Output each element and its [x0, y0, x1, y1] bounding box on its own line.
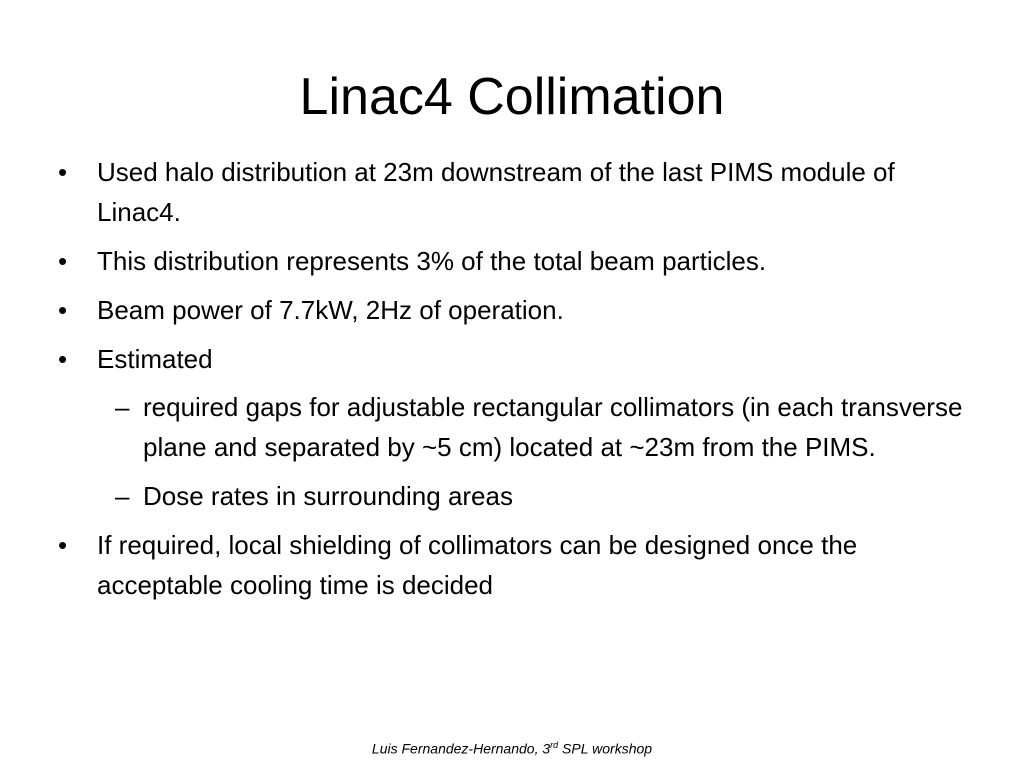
- bullet-icon: •: [58, 344, 68, 374]
- bullet-icon: •: [58, 295, 68, 325]
- sub-bullet-text: required gaps for adjustable rectangular collimators (in each transverse plane and separated by ~5 cm) located at ~23m from the PIMS.: [143, 392, 963, 462]
- slide-title: Linac4 Collimation: [299, 68, 725, 126]
- bullet-icon: •: [58, 157, 68, 187]
- sub-bullet-list: [97, 387, 976, 516]
- dash-icon: –: [115, 481, 130, 511]
- sub-bullet-text: Dose rates in surrounding areas: [143, 481, 513, 511]
- bullet-item: [56, 152, 976, 232]
- bullet-text: If required, local shielding of collimators can be designed once the acceptable cooling time is decided: [97, 530, 858, 600]
- bullet-icon: •: [58, 530, 68, 560]
- footer-author: Luis Fernandez-Hernando, 3: [371, 740, 551, 757]
- dash-icon: –: [115, 392, 130, 422]
- bullet-text: Estimated: [97, 344, 213, 374]
- bullet-item: [56, 241, 976, 281]
- bullet-item: [56, 525, 976, 605]
- bullet-icon: •: [58, 246, 68, 276]
- footer-event: SPL workshop: [558, 740, 653, 757]
- bullet-list: [56, 152, 976, 614]
- bullet-text: Used halo distribution at 23m downstream of the last PIMS module of Linac4.: [97, 157, 895, 227]
- footer-superscript: rd: [550, 740, 559, 750]
- bullet-text: Beam power of 7.7kW, 2Hz of operation.: [97, 295, 564, 325]
- bullet-text: This distribution represents 3% of the total beam particles.: [97, 246, 767, 276]
- slide-footer: [0, 740, 1024, 757]
- sub-bullet-item: [97, 387, 976, 467]
- bullet-item: [56, 290, 976, 330]
- sub-bullet-item: [97, 476, 976, 516]
- bullet-item: [56, 339, 976, 516]
